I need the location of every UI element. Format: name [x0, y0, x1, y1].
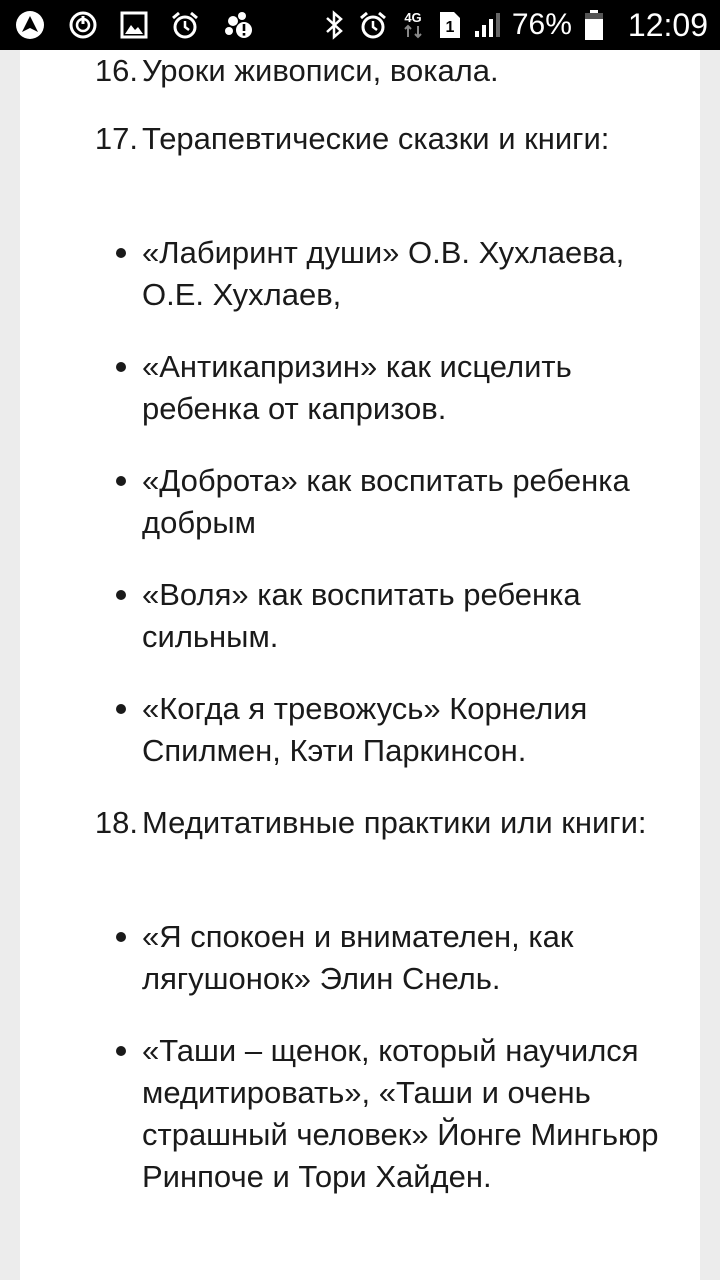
- item-text: «Антикапризин» как исцелить ребенка от капризов.: [142, 349, 572, 426]
- bullet-dot: [116, 248, 126, 258]
- item-text: Медитативные практики или книги:: [142, 805, 647, 840]
- bullet-dot: [116, 1046, 126, 1056]
- bluetooth-icon: [324, 10, 346, 40]
- battery-percent: 76%: [511, 8, 572, 41]
- status-bar-system: [312, 7, 708, 44]
- bullet-dot: [116, 932, 126, 942]
- item-text: «Когда я тревожусь» Корнелия Спилмен, Кэти Паркинсон.: [142, 691, 588, 768]
- sim-1-icon: [438, 10, 462, 40]
- bullet-dot: [116, 704, 126, 714]
- item-number: 18.: [94, 805, 138, 840]
- alarm-icon: [358, 10, 388, 40]
- item-text: Терапевтические сказки и книги:: [142, 121, 610, 156]
- clock: 12:09: [627, 6, 708, 43]
- item-number: 16.: [94, 53, 138, 88]
- sync-icon: [68, 10, 98, 40]
- item-text: «Таши – щенок, который научился медитировать», «Таши и очень страшный человек» Йонге Мингьюр Ринпоче и Тори Хайден.: [142, 1033, 659, 1194]
- article-page[interactable]: [20, 50, 700, 1280]
- battery-icon: [584, 9, 604, 41]
- alarm-icon: [170, 10, 200, 40]
- svg-text:1: 1: [445, 19, 455, 36]
- signal-icon: [474, 11, 502, 39]
- status-bar-notifications: [14, 9, 276, 41]
- bullet-dot: [116, 362, 126, 372]
- status-bar: [0, 0, 720, 50]
- item-text: «Доброта» как воспитать ребенка добрым: [142, 463, 630, 540]
- item-text: «Я спокоен и внимателен, как лягушонок» Элин Снель.: [142, 919, 574, 996]
- item-text: «Воля» как воспитать ребенка сильным.: [142, 577, 581, 654]
- 4g-data-icon: [400, 9, 426, 41]
- bullet-dot: [116, 476, 126, 486]
- bullet-dot: [116, 590, 126, 600]
- nav-app-icon: [14, 9, 46, 41]
- item-text: «Лабиринт души» О.В. Хухлаева, О.Е. Хухлаев,: [142, 235, 625, 312]
- item-number: 17.: [94, 121, 138, 156]
- image-icon: [120, 11, 148, 39]
- item-text: Уроки живописи, вокала.: [142, 53, 499, 88]
- svg-text:4G: 4G: [404, 10, 422, 25]
- data-alert-icon: [222, 10, 254, 40]
